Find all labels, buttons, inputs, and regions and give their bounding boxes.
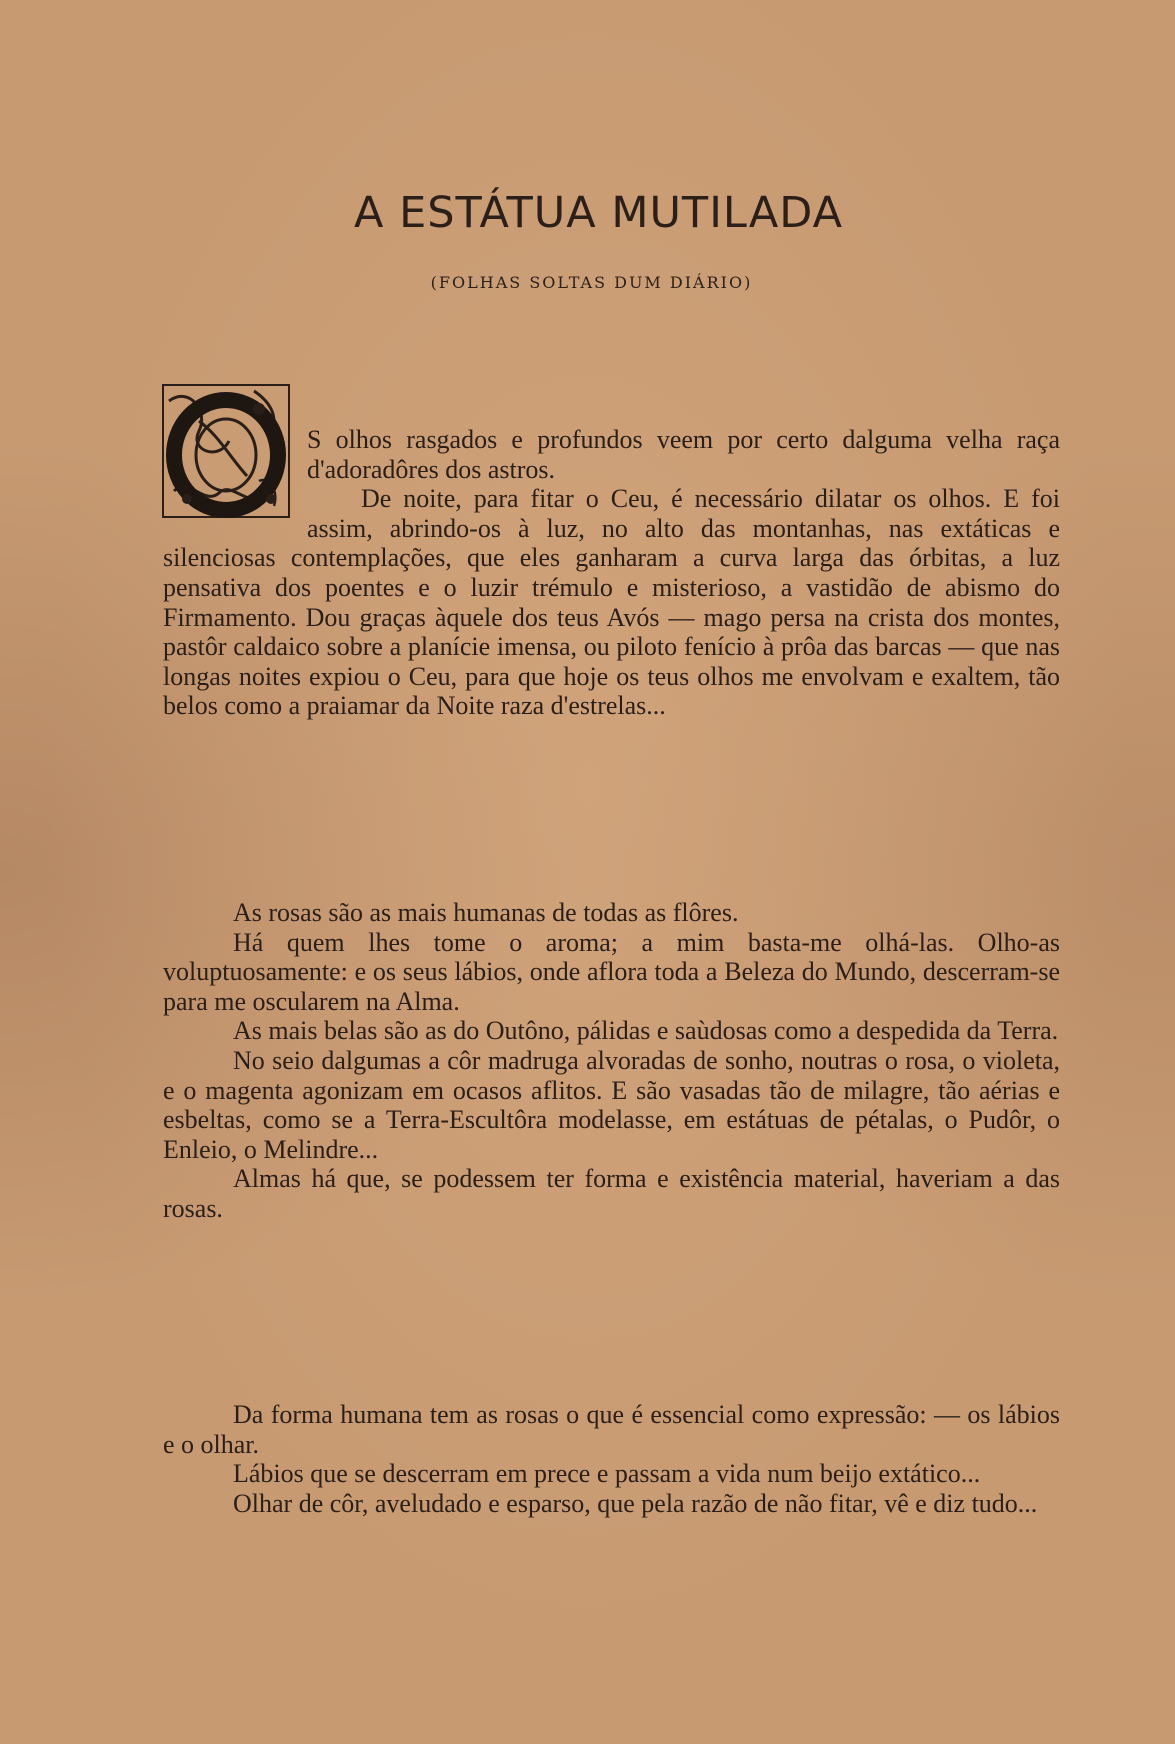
page-title: A ESTÁTUA MUTILADA — [353, 188, 844, 238]
section-2 — [163, 898, 1060, 1224]
section-2-paragraph-5: Almas há que, se podessem ter forma e existência material, haveriam a das rosas. — [163, 1164, 1060, 1223]
section-1 — [163, 425, 1060, 721]
section-3-paragraph-3: Olhar de côr, aveludado e esparso, que pela razão de não fitar, vê e diz tudo... — [233, 1488, 1038, 1518]
section-3-paragraph-1: Da forma humana tem as rosas o que é essencial como expressão: — os lábios e o olhar. — [163, 1400, 1060, 1459]
section-2-paragraph-3: As mais belas são as do Outôno, pálidas e saùdosas como a despedida da Terra. — [233, 1016, 1059, 1046]
section-1-paragraph-2: De noite, para fitar o Ceu, é necessário dilatar os olhos. E foi assim, abrindo-os à luz, no alto das montanhas, nas extáticas e silenciosas contemplações, que eles ganharam a curva larga das órbitas, a luz pensativa dos poentes e o luzir trémulo e misterioso, a vastidão de abismo do Firmamento. Dou graças àquele dos teus Avós — mago persa na crista dos montes, pastôr caldaico sobre a planície imensa, ou piloto fenício à prôa das barcas — que nas longas noites expiou o Ceu, para que hoje os teus olhos me envolvam e exaltem, tão belos como a praiamar da Noite raza d'estrelas... — [163, 484, 1060, 721]
section-2-paragraph-2: Há quem lhes tome o aroma; a mim basta-me olhá-las. Olho-as voluptuosamente: e os seus lábios, onde aflora toda a Beleza do Mundo, descerram-se para me oscularem na Alma. — [163, 927, 1060, 1016]
section-1-paragraph-1: S olhos rasgados e profundos veem por certo dalguma velha raça d'adoradôres dos astros. — [307, 425, 1060, 484]
section-3-paragraph-2: Lábios que se descerram em prece e passam a vida num beijo extático... — [233, 1459, 981, 1489]
page-subtitle: (FOLHAS SOLTAS DUM DIÁRIO) — [430, 273, 753, 292]
section-2-paragraph-4: No seio dalgumas a côr madruga alvoradas de sonho, noutras o rosa, o violeta, e o magenta agonizam em ocasos aflitos. E são vasadas tão de milagre, tão aérias e esbeltas, como se a Terra-Escultôra modelasse, em estátuas de pétalas, o Pudôr, o Enleio, o Melindre... — [163, 1045, 1060, 1164]
section-2-paragraph-1: As rosas são as mais humanas de todas as flôres. — [233, 898, 739, 927]
ornamental-dropcap-o — [159, 381, 293, 521]
section-3 — [163, 1400, 1060, 1518]
